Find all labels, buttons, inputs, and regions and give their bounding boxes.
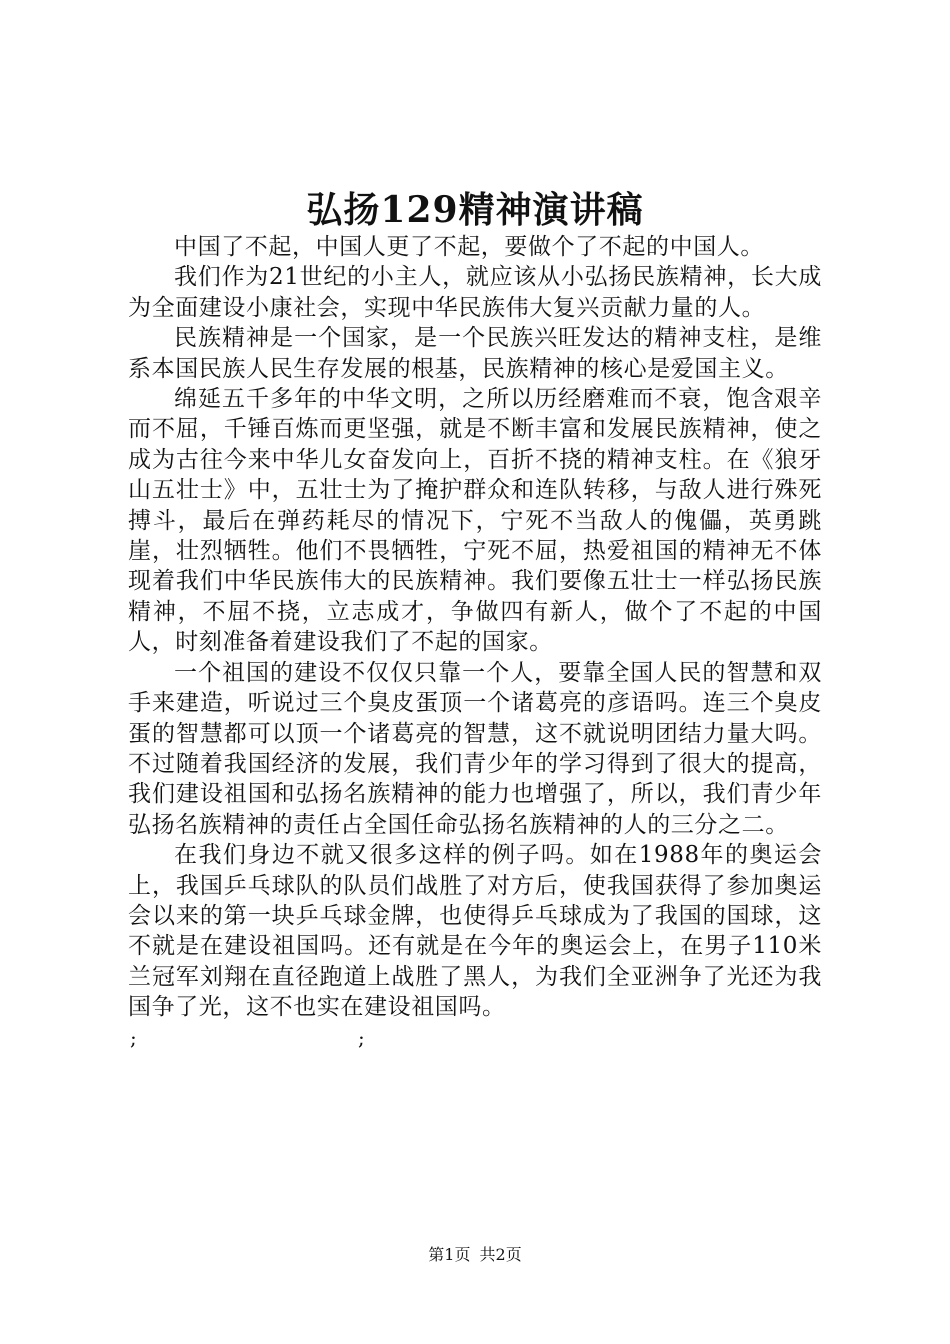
trailing-mark: ; — [130, 1025, 138, 1050]
paragraph: 民族精神是一个国家，是一个民族兴旺发达的精神支柱，是维系本国民族人民生存发展的根基，民族精神的核心是爱国主义。 — [128, 325, 822, 382]
trailing-marks — [128, 1023, 822, 1053]
page-title: 弘扬129精神演讲稿 — [306, 189, 644, 231]
paragraph: 绵延五千多年的中华文明，之所以历经磨难而不衰，饱含艰辛而不屈，千锤百炼而更坚强，就是不断丰富和发展民族精神，使之成为古往今来中华儿女奋发向上，百折不挠的精神支柱。在《狼牙山五壮士》中，五壮士为了掩护群众和连队转移，与敌人进行殊死搏斗，最后在弹药耗尽的情况下，宁死不当敌人的傀儡，英勇跳崖，壮烈牺牲。他们不畏牺牲，宁死不屈，热爱祖国的精神无不体现着我们中华民族伟大的民族精神。我们要像五壮士一样弘扬民族精神，不屈不挠，立志成才，争做四有新人，做个了不起的中国人，时刻准备着建设我们了不起的国家。 — [128, 386, 822, 656]
paragraph: 我们作为21世纪的小主人，就应该从小弘扬民族精神，长大成为全面建设小康社会，实现中华民族伟大复兴贡献力量的人。 — [128, 264, 822, 321]
page-total: 共2页 — [479, 1245, 522, 1264]
trailing-mark: ; — [358, 1025, 366, 1050]
page-footer — [0, 1245, 950, 1265]
page-number: 第1页 — [428, 1245, 471, 1264]
paragraph: 中国了不起，中国人更了不起，要做个了不起的中国人。 — [174, 234, 764, 260]
paragraph: 在我们身边不就又很多这样的例子吗。如在1988年的奥运会上，我国乒乓球队的队员们战胜了对方后，使我国获得了参加奥运会以来的第一块乒乓球金牌，也使得乒乓球成为了我国的国球，这不就是在建设祖国吗。还有就是在今年的奥运会上，在男子110米兰冠军刘翔在直径跑道上战胜了黑人，为我们全亚洲争了光还为我国争了光，这不也实在建设祖国吗。 — [128, 842, 822, 1021]
paragraph: 一个祖国的建设不仅仅只靠一个人，要靠全国人民的智慧和双手来建造，听说过三个臭皮蛋顶一个诸葛亮的彦语吗。连三个臭皮蛋的智慧都可以顶一个诸葛亮的智慧，这不就说明团结力量大吗。不过随着我国经济的发展，我们青少年的学习得到了很大的提高，我们建设祖国和弘扬名族精神的能力也增强了，所以，我们青少年弘扬名族精神的责任占全国任命弘扬名族精神的人的三分之二。 — [128, 659, 822, 838]
document-body — [128, 232, 822, 1053]
